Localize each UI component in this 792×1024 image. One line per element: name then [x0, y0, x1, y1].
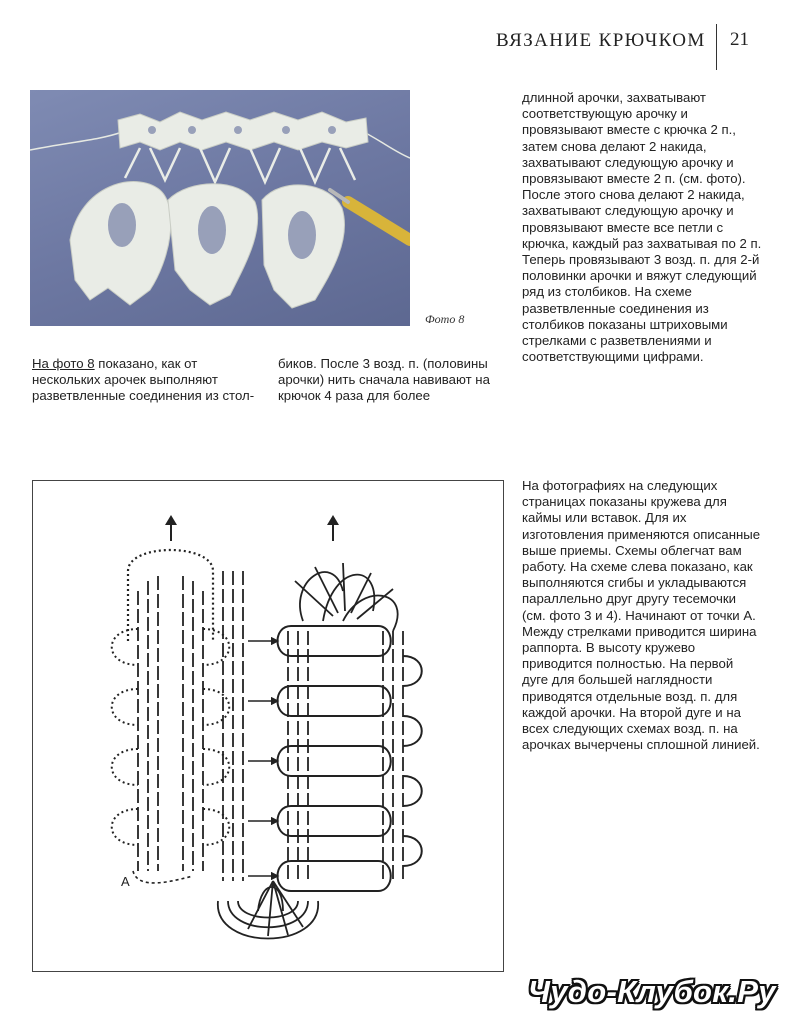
paragraph-text: биков. После 3 возд. п. (половины арочки) нить сначала навивают на крючок 4 раза для более [278, 356, 490, 404]
text-column-2 [278, 356, 510, 405]
crochet-scheme [32, 480, 504, 972]
section-title: ВЯЗАНИЕ КРЮЧКОМ [496, 30, 706, 51]
stitch-columns-left [138, 576, 203, 871]
dotted-loops-left [112, 629, 230, 845]
solid-loops [278, 626, 422, 891]
photo-reference-link: На фото 8 [32, 356, 95, 371]
start-point-label: A [121, 874, 130, 889]
paragraph-text: длинной арочки, захватывают соответствующую арочку и провязывают вместе с крючка 2 п., затем снова делают 2 накида, захватывают следующую арочку и провязывают вместе 2 п. (см. фото). После этого снова делают 2 накида, захватывают следующую арочку и провязывают вместе все петли с крючка, каждый раз захватывая по 2 п. Теперь провязывают 3 возд. п. для 2-й половинки арочки и вяжут следующий ряд из столбиков. На схеме разветвленные соединения из столбиков показаны штриховыми стрелками с разветвлениями и соответствующими цифрами. [522, 90, 762, 365]
header-divider [716, 24, 717, 70]
lace-photo-illustration [30, 90, 410, 326]
paragraph-text: На фотографиях на следующих страницах показаны кружева для каймы или вставок. Для их изготовления применяются описанные выше приемы. Схемы облегчат вам работу. На схеме слева показано, как выполняются сгибы и укладываются параллельно друг другу тесемочки (см. фото 3 и 4). Начинают от точки А. Между стрелками приводится ширина раппорта. В высоту кружево приводится полностью. На первой дуге для большей наглядности приводятся отдельные возд. п. для каждой арочки. На второй дуге и на всех следующих схемах возд. п. на арочках вычерчены сплошной линией. [522, 478, 761, 753]
arrow-up-icon [165, 515, 177, 541]
page-header [490, 24, 770, 58]
text-column-1 [32, 356, 264, 405]
connector-arrows [248, 641, 278, 876]
top-fan [295, 563, 398, 631]
paragraph [32, 356, 264, 405]
text-column-3 [522, 90, 762, 365]
photo-caption: Фото 8 [425, 312, 465, 326]
paragraph-text: показано, как от нескольких арочек выполняют разветвленные соединения из стол- [32, 356, 255, 404]
lace-photo [30, 90, 410, 326]
text-column-4 [522, 478, 762, 753]
arrow-up-icon [327, 515, 339, 541]
crochet-scheme-drawing [33, 481, 503, 971]
watermark: Чудо-Клубок.Ру [528, 974, 776, 1009]
page-number: 21 [730, 29, 749, 50]
bottom-fan [218, 881, 318, 939]
